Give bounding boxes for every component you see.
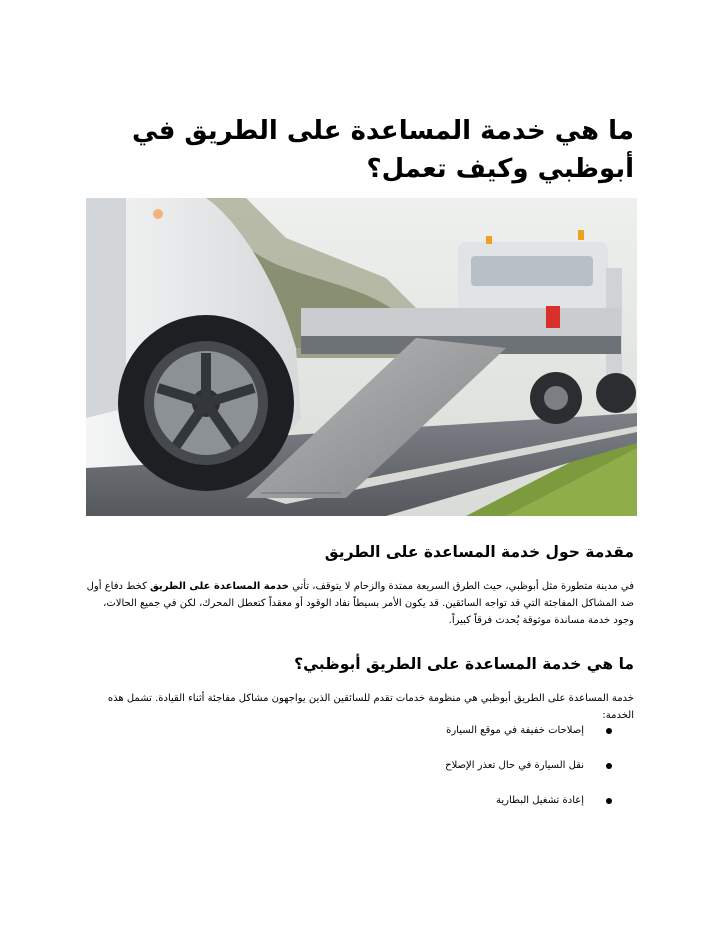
tow-truck-illustration — [86, 198, 637, 516]
intro-text-end: كخط دفاع أول ضد المشاكل المفاجئة التي قد تواجه السائقين. قد يكون الأمر بسيطاً نفاد الوقود أو معقداً كتعطل المحرك، لكن في جميع الحالات، وجود خدمة مساندة موثوقة يُحدث فرقاً كبيراً. — [86, 581, 634, 626]
section-heading-what-is: ما هي خدمة المساعدة على الطريق أبوظبي؟ — [294, 655, 634, 673]
hero-image-tow-truck — [86, 198, 637, 516]
section-paragraph-intro — [83, 578, 634, 629]
bullet-icon — [606, 728, 612, 734]
bullet-icon — [606, 798, 612, 804]
intro-text-bold: خدمة المساعدة على الطريق — [150, 581, 289, 592]
list-item-text: إصلاحات خفيفة في موقع السيارة — [446, 725, 584, 736]
page-title: ما هي خدمة المساعدة على الطريق في أبوظبي وكيف تعمل؟ — [132, 116, 634, 184]
intro-text-start: في مدينة متطورة مثل أبوظبي، حيث الطرق السريعة ممتدة والزحام لا يتوقف، تأتي — [289, 581, 634, 592]
list-item-text: نقل السيارة في حال تعذر الإصلاح — [445, 760, 584, 771]
section-paragraph-what-is: خدمة المساعدة على الطريق أبوظبي هي منظومة خدمات تقدم للسائقين الذين يواجهون مشاكل مفاجئة أثناء القيادة. تشمل هذه الخدمة: — [107, 693, 634, 721]
list-item — [92, 792, 612, 809]
list-item — [92, 722, 612, 739]
bullet-icon — [606, 763, 612, 769]
list-item-text: إعادة تشغيل البطارية — [495, 795, 584, 806]
list-item — [92, 757, 612, 774]
services-bullet-list — [92, 722, 612, 827]
section-heading-intro: مقدمة حول خدمة المساعدة على الطريق — [324, 543, 634, 561]
